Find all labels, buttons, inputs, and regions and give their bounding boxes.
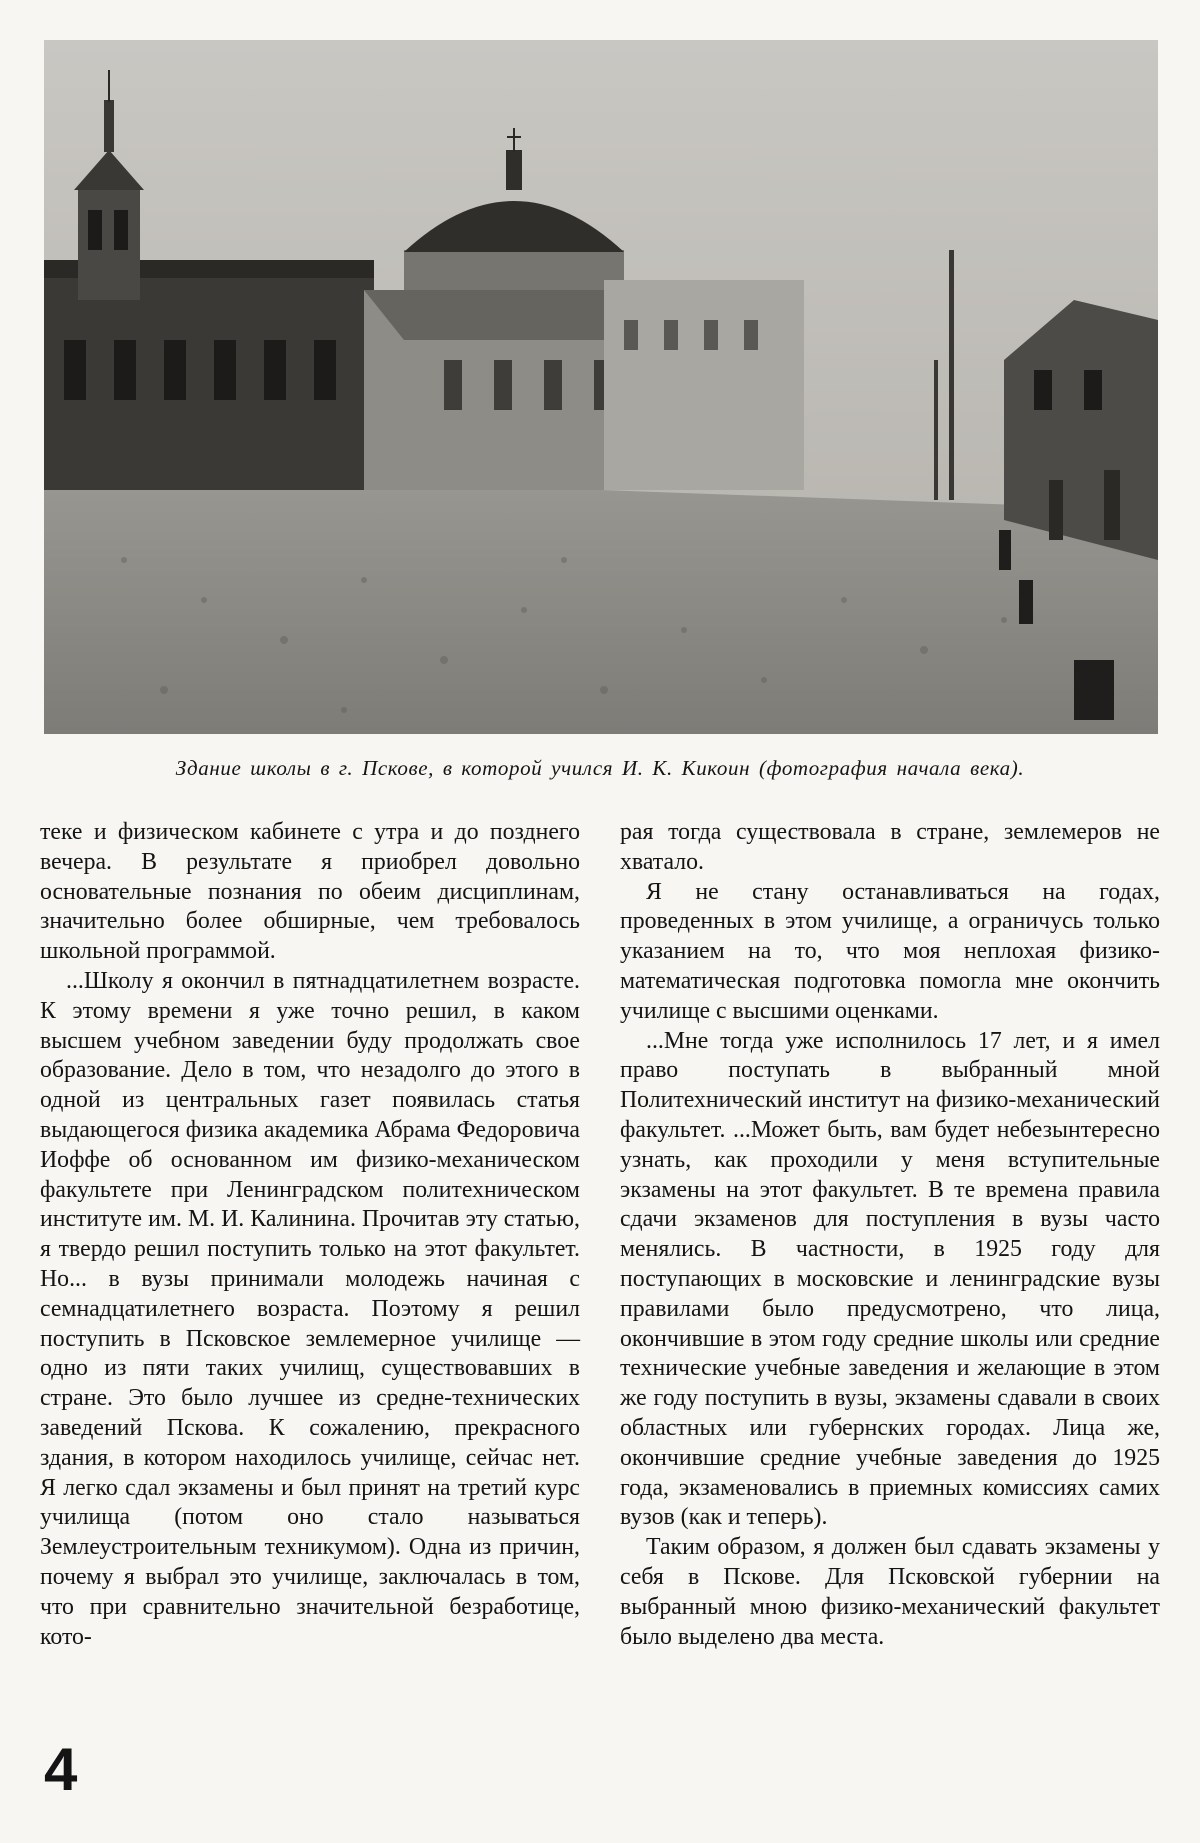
paragraph: Таким образом, я должен был сдавать экзамены у себя в Пскове. Для Псковской губернии на выбранный мною физико-механический факультет было выделено два места. bbox=[620, 1534, 1160, 1650]
paragraph: рая тогда существовала в стране, землемеров не хватало. bbox=[620, 819, 1160, 875]
left-column bbox=[40, 818, 580, 1652]
page-number: 4 bbox=[44, 1736, 78, 1803]
paragraph: ...Мне тогда уже исполнилось 17 лет, и я имел право поступать в выбранный мной Политехнический институт на физико-механический факультет. ...Может быть, вам будет небезынтересно узнать, как проходили у меня вступительные экзамены на этот факультет. В те времена правила сдачи экзаменов для поступления в вузы часто менялись. В частности, в 1925 году для поступающих в московские и ленинградские вузы правилами было предусмотрено, что лица, окончившие в этом году средние школы или средние технические учебные заведения и желающие в этом же году поступить в вузы, экзамены сдавали в своих областных или губернских городах. Лица же, окончившие средние учебные заведения до 1925 года, экзаменовались в приемных комиссиях самих вузов (как и теперь). bbox=[620, 1027, 1160, 1531]
paragraph: ...Школу я окончил в пятнадцатилетнем возрасте. К этому времени я уже точно решил, в каком высшем учебном заведении буду продолжать свое образование. Дело в том, что незадолго до этого в одной из центральных газет появилась статья выдающегося физика академика Абрама Федоровича Иоффе об основанном им физико-механическом факультете при Ленинградском политехническом институте им. М. И. Калинина. Прочитав эту статью, я твердо решил поступить только на этот факультет. Но... в вузы принимали молодежь начиная с семнадцатилетнего возраста. Поэтому я решил поступить в Псковское землемерное училище — одно из пяти таких училищ, существовавших в стране. Это было лучшее из средне-технических заведений Пскова. К сожалению, прекрасного здания, в котором находилось училище, сейчас нет. Я легко сдал экзамены и был принят на третий курс училища (потом оно стало называться Землеустроительным техникумом). Одна из причин, почему я выбрал это училище, заключалась в том, что при сравнительно значительной безработице, кото- bbox=[40, 967, 580, 1650]
school-building-photo-icon bbox=[44, 40, 1158, 734]
photo-caption: Здание школы в г. Пскове, в которой учился И. К. Кикоин (фотография начала века). bbox=[175, 756, 1025, 780]
right-column bbox=[620, 818, 1160, 1652]
paragraph: Я не стану останавливаться на годах, проведенных в этом училище, а ограничусь только указанием на то, что моя неплохая физико-математическая подготовка помогла мне окончить училище с высшими оценками. bbox=[620, 878, 1160, 1024]
historic-photo bbox=[44, 40, 1158, 734]
paragraph: теке и физическом кабинете с утра и до позднего вечера. В результате я приобрел довольно основательные познания по обеим дисциплинам, значительно более обширные, чем требовалось школьной программой. bbox=[40, 819, 580, 965]
